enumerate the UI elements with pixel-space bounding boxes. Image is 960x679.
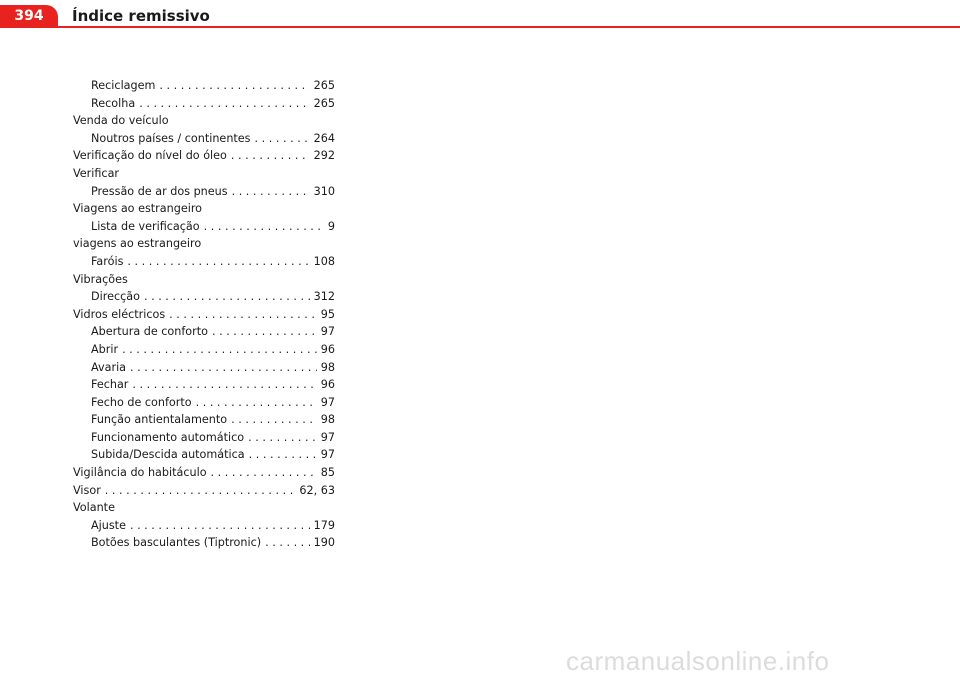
dot-leader	[122, 341, 317, 359]
index-page-ref: 97	[317, 429, 335, 447]
index-term: Lista de verificação	[91, 218, 204, 236]
index-term: Vidros eléctricos	[73, 306, 169, 324]
index-page-ref: 62, 63	[295, 482, 335, 500]
index-entry	[73, 482, 335, 500]
dot-leader	[249, 446, 317, 464]
dot-leader	[232, 183, 310, 201]
index-entry	[73, 77, 335, 95]
dot-leader	[144, 288, 310, 306]
index-entry	[73, 306, 335, 324]
index-page-ref: 96	[317, 341, 335, 359]
index-term: Subida/Descida automática	[91, 446, 249, 464]
index-page-ref: 190	[310, 534, 335, 552]
index-entry	[73, 341, 335, 359]
index-term: Noutros países / continentes	[91, 130, 255, 148]
index-term: Pressão de ar dos pneus	[91, 183, 232, 201]
index-page-ref: 97	[317, 323, 335, 341]
index-entry	[73, 288, 335, 306]
dot-leader	[130, 517, 310, 535]
index-term: Direcção	[91, 288, 144, 306]
index-page-ref: 265	[310, 95, 335, 113]
dot-leader	[212, 323, 317, 341]
index-entry	[73, 534, 335, 552]
page-number-tab: 394	[0, 5, 58, 27]
index-term: Visor	[73, 482, 105, 500]
index-page-ref: 95	[317, 306, 335, 324]
dot-leader	[231, 147, 310, 165]
index-entry	[73, 429, 335, 447]
index-page-ref: 85	[317, 464, 335, 482]
index-term: Fecho de conforto	[91, 394, 196, 412]
index-term: Avaria	[91, 359, 130, 377]
dot-leader	[159, 77, 309, 95]
index-term: Ajuste	[91, 517, 130, 535]
index-term: Faróis	[91, 253, 127, 271]
dot-leader	[231, 411, 317, 429]
dot-leader	[105, 482, 296, 500]
dot-leader	[169, 306, 317, 324]
index-entry	[73, 183, 335, 201]
dot-leader	[132, 376, 316, 394]
index-entry	[73, 359, 335, 377]
index-page-ref: 265	[310, 77, 335, 95]
index-entry	[73, 130, 335, 148]
dot-leader	[248, 429, 317, 447]
index-page-ref: 108	[310, 253, 335, 271]
index-list	[73, 77, 335, 552]
index-term: Verificar	[73, 165, 123, 183]
index-term: Recolha	[91, 95, 139, 113]
index-entry	[73, 95, 335, 113]
index-page-ref: 310	[310, 183, 335, 201]
index-page-ref: 97	[317, 446, 335, 464]
index-entry	[73, 464, 335, 482]
watermark: carmanualsonline.info	[566, 646, 830, 676]
index-entry	[73, 446, 335, 464]
index-entry	[73, 253, 335, 271]
index-term: Reciclagem	[91, 77, 159, 95]
dot-leader	[130, 359, 317, 377]
index-term: Função antientalamento	[91, 411, 231, 429]
index-entry	[73, 165, 335, 183]
index-term: Volante	[73, 499, 119, 517]
dot-leader	[211, 464, 317, 482]
index-entry	[73, 112, 335, 130]
index-term: viagens ao estrangeiro	[73, 235, 205, 253]
index-term: Vibrações	[73, 271, 132, 289]
index-page-ref: 264	[310, 130, 335, 148]
index-page-ref: 97	[317, 394, 335, 412]
page-title: Índice remissivo	[72, 7, 210, 25]
dot-leader	[127, 253, 309, 271]
index-term: Vigilância do habitáculo	[73, 464, 211, 482]
header-rule	[0, 26, 960, 28]
index-entry	[73, 499, 335, 517]
index-term: Botões basculantes (Tiptronic)	[91, 534, 265, 552]
index-entry	[73, 323, 335, 341]
index-term: Abertura de conforto	[91, 323, 212, 341]
dot-leader	[204, 218, 324, 236]
dot-leader	[139, 95, 309, 113]
index-term: Funcionamento automático	[91, 429, 248, 447]
index-entry	[73, 517, 335, 535]
index-entry	[73, 394, 335, 412]
index-entry	[73, 271, 335, 289]
index-page-ref: 9	[324, 218, 335, 236]
index-term: Viagens ao estrangeiro	[73, 200, 206, 218]
index-term: Verificação do nível do óleo	[73, 147, 231, 165]
index-entry	[73, 376, 335, 394]
index-term: Fechar	[91, 376, 132, 394]
dot-leader	[255, 130, 310, 148]
index-entry	[73, 235, 335, 253]
index-page-ref: 98	[317, 359, 335, 377]
index-entry	[73, 411, 335, 429]
index-entry	[73, 218, 335, 236]
index-page-ref: 96	[317, 376, 335, 394]
dot-leader	[265, 534, 310, 552]
index-entry	[73, 147, 335, 165]
index-page-ref: 292	[310, 147, 335, 165]
index-entry	[73, 200, 335, 218]
index-page-ref: 312	[310, 288, 335, 306]
page-header	[0, 0, 960, 28]
index-page-ref: 98	[317, 411, 335, 429]
index-term: Venda do veículo	[73, 112, 173, 130]
index-page-ref: 179	[310, 517, 335, 535]
dot-leader	[196, 394, 317, 412]
index-term: Abrir	[91, 341, 122, 359]
